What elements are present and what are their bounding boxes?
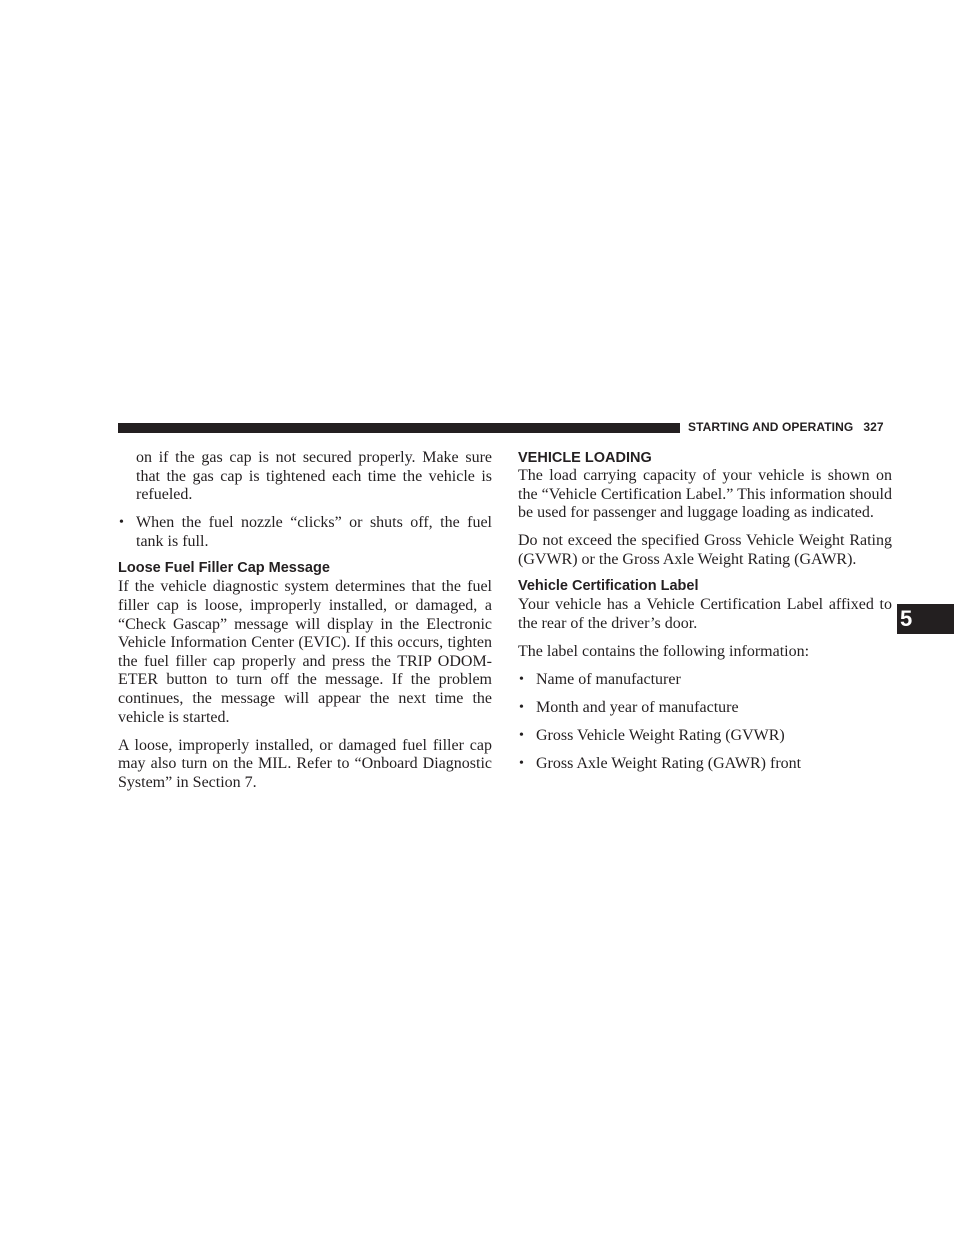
list-item: • Gross Vehicle Weight Rating (GVWR) (518, 727, 892, 746)
list-item: • Month and year of manufacture (518, 699, 892, 718)
header-rule (118, 423, 680, 433)
list-item: • Gross Axle Weight Rating (GAWR) front (518, 755, 892, 774)
section-heading: VEHICLE LOADING (518, 450, 652, 466)
paragraph: Your vehicle has a Vehicle Certification Label affixed to the rear of the driver’s door. (518, 596, 892, 633)
section-heading: Loose Fuel Filler Cap Message (118, 560, 330, 577)
list-item: • When the fuel nozzle “clicks” or shuts off, the fuel tank is full. (118, 514, 492, 551)
paragraph: A loose, improperly installed, or damaged fuel filler cap may also turn on the MIL. Refer to “Onboard Diagnostic System” in Section 7. (118, 736, 492, 791)
paragraph: The label contains the following information: (518, 643, 810, 661)
continued-paragraph: on if the gas cap is not secured properly. Make sure that the gas cap is tightened each time the vehicle is refueled. (136, 449, 492, 504)
left-column (118, 449, 492, 793)
info-list (518, 671, 892, 774)
section-tab: 5 (897, 604, 954, 634)
paragraph: The load carrying capacity of your vehicle is shown on the “Vehicle Certification Label.” This information should be used for passenger and luggage loading as indicated. (518, 467, 892, 522)
subsection-heading: Vehicle Certification Label (518, 578, 699, 595)
right-column (518, 449, 892, 783)
paragraph: If the vehicle diagnostic system determines that the fuel filler cap is loose, improperly installed, or damaged, a “Check Gascap” message will display in the Electronic Vehicle Information Center (EVIC). If this occurs, tighten the fuel filler cap properly and press the TRIP ODOM-ETER button to turn off the message. If the problem continues, the message will appear the next time the vehicle is started. (118, 578, 492, 726)
list-item: • Name of manufacturer (518, 671, 892, 690)
page-number: 327 (863, 420, 884, 434)
paragraph: Do not exceed the specified Gross Vehicle Weight Rating (GVWR) or the Gross Axle Weight Rating (GAWR). (518, 532, 892, 568)
section-title: STARTING AND OPERATING (688, 420, 854, 434)
running-header (688, 420, 884, 434)
